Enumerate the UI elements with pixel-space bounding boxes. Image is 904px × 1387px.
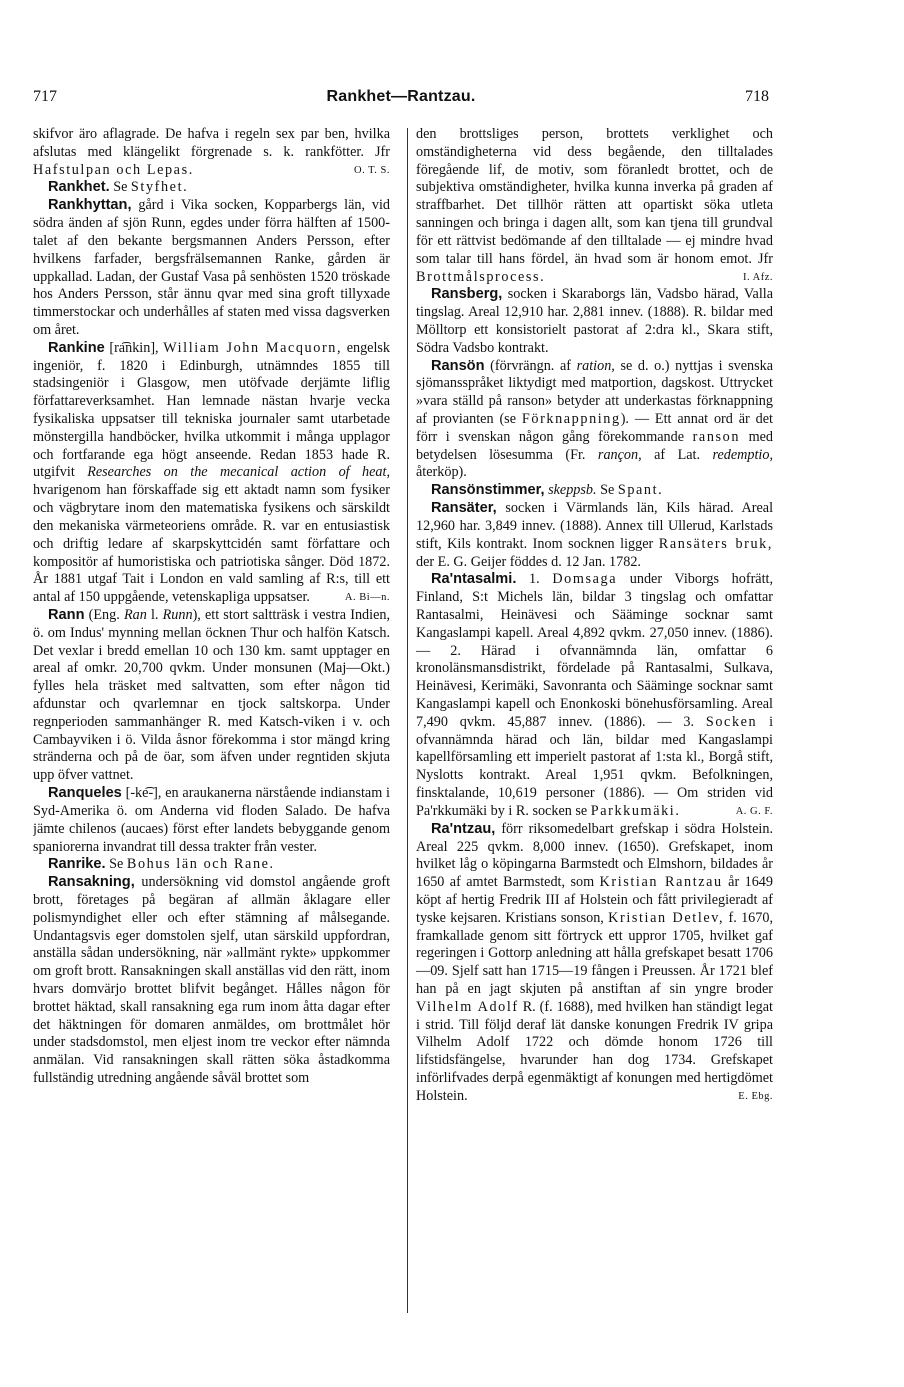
entry-ranson (416, 358, 773, 483)
entry-text: socken i Skaraborgs län, Vadsbo härad, Valla tingslag. Areal 12,910 har. 2,881 innev. (1888). R. bildar med Mölltorp ett konsistorielt pastorat af 2:dra kl., Skara stift, Södra Vadsbo kontrakt. (416, 286, 773, 356)
entry-rantzau (416, 821, 773, 1106)
italic-term: skeppsb. (548, 482, 597, 499)
person-name: Kristian Rantzau (599, 874, 723, 891)
entry-ransberg (416, 286, 773, 357)
entry-text: år 1649 köpt af hertig Fredrik III af Holstein och fått privilegieradt af tyske kejsaren. Kristians sonson, (416, 874, 773, 926)
entry-rankhyttan (33, 197, 390, 340)
entry-text: (förvrängn. af (490, 357, 571, 374)
cross-reference: Ransäters bruk, (658, 535, 773, 552)
cross-reference: Spant. (617, 482, 664, 499)
entry-rankine (33, 340, 390, 607)
entry-text: Se (109, 856, 124, 873)
page-header (33, 88, 769, 114)
entry-ranrike (33, 856, 390, 874)
person-name: William John Macquorn, (163, 339, 343, 356)
entry-text: med betydelsen lösesumma (Fr. (416, 428, 773, 463)
cross-reference: Hafstulpan och Lepas. (33, 161, 194, 178)
cross-reference: Styfhet. (130, 179, 189, 196)
headword: Ransakning, (48, 874, 135, 891)
entry-text: socken i Värmlands län, Kils härad. Areal 12,960 har. 3,849 innev. (1888). Annex till Ullerud, Karlstads stift, Kils kontrakt. Inom socknen ligger (416, 500, 773, 552)
entry-text: undersökning vid domstol angående groft brott, företages på begäran af allmän åklagare eller polismyndighet eller och efter stämning af målsegande. Undantagsvis eger domstolen sjelf, utan särskild uppfordran, anställa sådan undersökning, när »allmänt rykte» uppkommer om groft brott. Ransakningen skall anställas vid den rätt, inom hvars domvärjo brottet blifvit begånget. Hålles någon för brottet häktad, skall ransakning ega rum inom åtta dagar efter det häktningen för domaren anmäldes, om brottmålet hör under stadsdomstol, men eljest inom tre veckor efter nämnda anmälan. Vid ransakningen skall rätten söka åstadkomma fullständig utredning angående såväl brottet som (33, 874, 390, 1087)
entry-text: hvarigenom han förskaffade sig ett aktadt namn som fysiker och vägbrytare inom den matematiska fysikens och särskildt den mekaniska värmeteoriens område. R. var en entusiastisk och driftig ledare af skarpskyttcidén samt författare och kompositör af humoristiska och patriotiska sånger. Död 1872. År 1881 utgaf Tait i London en vald samling af R:s, till ett antal af 150 uppgående, vetenskapliga uppsatser. (33, 482, 390, 606)
cross-reference: Förknappning (521, 411, 621, 427)
right-column (416, 126, 773, 1316)
headword: Rankhyttan, (48, 197, 132, 214)
headword: Ransön (431, 357, 485, 374)
entry-text: 1. (529, 571, 540, 588)
italic-term: Ran (123, 606, 147, 623)
cross-reference: ranson (692, 428, 741, 445)
entry-ransakning (33, 874, 390, 1088)
italic-term: ration, (576, 357, 615, 374)
entry-rann (33, 607, 390, 785)
headword: Ransberg, (431, 286, 503, 303)
entry-text: se d. o.) nyttjas i svenska sjömansspråket liktydigt med matportion, dagskost. Uttrycket »vara ställd på ranson» betyder att underkastas förknappning af provianten (se (416, 357, 773, 427)
entry-text: gård i Vika socken, Kopparbergs län, vid södra änden af sjön Runn, egdes under förra hälften af 1500-talet af den bekante bergsmannen Anders Persson, efter hvilkens farfader, bergsfrälsemannen Ranke, gården är uppkallad. Ladan, der Gustaf Vasa på senhösten 1520 tröskade hos Anders Persson, står ännu qvar med sina groft tillyxade timmerstockar och underhålles af staten med vissa dagsverken om året. (33, 197, 390, 338)
person-name: Kristian Detlev, (608, 909, 725, 926)
headword: Ransönstimmer, (431, 482, 545, 499)
entry-text: under Viborgs hofrätt, Finland, S:t Michels län, bildar 3 tingslag och omfattar Rantasalmi, Heinävesi och Sääminge socknar samt Kangaslampi kapell. Areal 4,892 qvkm. 27,050 innev. (1886). — 2. Härad i ofvannämnda län, omfattar 6 kronolänsmansdistrikt, fördelade på Rantasalmi, Sulkava, Heinävesi, Kerimäki, Savonranta och Sääminge socknar samt Kangaslampi kapell och Enonkoski bönehusförsamling. Areal 7,490 qvkm. 45,887 innev. (1886). — 3. (416, 571, 773, 730)
left-column (33, 126, 390, 1316)
headword: Ransäter, (431, 500, 497, 517)
headword: Rann (48, 606, 85, 623)
italic-term: rançon, (597, 446, 642, 463)
entry-ranqueles (33, 785, 390, 856)
entry-text: den brottsliges person, brottets verklighet och omständigheterna vid dess begående, den tilltalades föregående lif, de motiv, som föranledt brottet, och de subjektiva omständigheter, hvilka kunna inverka på graden af straffbarhet. Det tillhör rätten att opartiskt söka utleta sanningen och bringa i dagen allt, som kan tjena till grundval för ett rättvist bedömande af den tilltalade — ej mindre hvad som talar till hans fördel, än hvad som är honom emot. Jfr (416, 126, 773, 267)
author-signature: O. T. S. (354, 164, 390, 176)
entry-text: återköp). (416, 464, 467, 481)
author-signature: E. Ebg. (738, 1090, 773, 1102)
entry-text: [-ke͡-], en araukanerna närstående indianstam i Syd-Amerika ö. om Anderna vid floden Salado. De hafva jämte chilenos (aucaes) först efter landets bebyggande genom spaniorerna invandrat till dessa trakter från vester. (33, 785, 390, 855)
headword: Ranqueles (48, 785, 122, 802)
entry-text: skifvor äro aflagrade. De hafva i regeln sex par ben, hvilka afslutas med klängelikt förgrenade s. k. rankfötter. Jfr (33, 126, 390, 160)
entry-text: Se (600, 482, 615, 499)
author-signature: A. Bi—n. (344, 592, 390, 604)
author-signature: A. G. F. (735, 805, 773, 817)
pronunciation: [ra͡nkin], (109, 339, 159, 356)
entry-text: l. (150, 606, 159, 623)
entry-text: Se (113, 179, 128, 196)
running-title: Rankhet—Rantzau. (326, 88, 476, 105)
entry-text: der E. G. Geijer föddes d. 12 Jan. 1782. (416, 553, 641, 570)
cross-reference: Bohus län och Rane. (126, 856, 275, 873)
entry-text: R. (f. 1688), med hvilken han ständigt legat i strid. Till följd deraf lät danske konungen Fredrik IV gripa Vilhelm Adolf 1722 och dömde honom 1726 till lifstidsfängelse, hvarunder han dog 1734. Grefskapet införlifvades derpå egenmäktigt af konungen med hertigdömet Holstein. (416, 998, 773, 1104)
cross-reference: Socken (705, 713, 758, 730)
page-number-left: 717 (33, 88, 57, 105)
entry-ransonstimmer (416, 482, 773, 500)
entry-text: i ofvannämnda härad och län, bildar med Kangaslampi kapellförsamling ett imperielt pastorat af 1:sta kl., Borgå stift, Nyslotts kontrakt. Areal 1,951 qvkm. Befolkningen, finsktalande, 10,619 personer (1886). — Om striden vid Pa'rkkumäki by i R. socken se (416, 713, 773, 819)
entry-ransakning-continuation (416, 126, 773, 286)
author-signature: I. Afz. (742, 271, 773, 283)
entry-text: (Eng. (88, 606, 120, 623)
column-divider (407, 128, 408, 1313)
entry-rankhet (33, 179, 390, 197)
cross-reference: Domsaga (552, 571, 618, 588)
cross-reference: Parkkumäki. (590, 802, 681, 819)
page-number-right: 718 (745, 88, 769, 105)
entry-ransater (416, 500, 773, 571)
italic-term: Runn (162, 606, 193, 623)
entry-rantasalmi (416, 571, 773, 820)
headword: Ra'ntzau, (431, 820, 496, 837)
entry-text: ), ett stort saltträsk i vestra Indien, ö. om Indus' mynning mellan öcknen Thur och halfön Katsch. Det vexlar i bredd emellan 10 och 130 km. samt upptager en areal af omkr. 20,700 qvkm. Under monsunen (Maj—Okt.) fylles hela träsket med saltvatten, som efter någon tid afdunstar och qvarlemnar en tjock saltskorpa. Under regnperioden sammanhänger R. med Katsch-viken i v. och Cambayviken i ö. Vilda åsnor förekomma i stor mängd kring stränderna och på de öar, som äfven under regntiden skjuta upp öfver vattnet. (33, 606, 390, 784)
headword: Ranrike. (48, 856, 106, 873)
headword: Ra'ntasalmi. (431, 571, 517, 588)
headword: Rankhet. (48, 179, 110, 196)
entry-text: förr riksomedelbart grefskap i södra Holstein. Areal 225 qvkm. 8,000 innev. (1650). Grefskapet, inom hvilket låg o köpingarna Barmstedt och Elmshorn, bildades år 1650 af amtet Barmstedt, som (416, 820, 773, 891)
cross-reference: Brottmålsprocess. (416, 268, 546, 285)
headword: Rankine (48, 339, 105, 356)
entry-lepas-continuation (33, 126, 390, 179)
work-title: Researches on the mecanical action of heat, (87, 464, 390, 481)
italic-term: redemptio, (712, 446, 773, 463)
entry-text: f. 1670, framkallade genom sitt förtryck ett uppror 1705, hvilket gaf regeringen i Gottorp anledning att hålla grefskapet besatt 1706—09. Sjelf satt han 1715—19 fången i Preussen. År 1721 blef han på en jagt skjuten på anstiftan af sin yngre broder (416, 909, 773, 997)
entry-text: ). — Ett annat ord är det förr i svenskan någon gång förekommande (416, 411, 773, 445)
entry-text: af Lat. (654, 446, 701, 463)
entry-text: engelsk ingeniör, f. 1820 i Edinburgh, utnämndes 1855 till stadsingeniör i Glasgow, men utöfvade derjämte liflig författareverksamhet. Han lemnade nästan hvarje vecka fysikaliska uppsatser till tekniska journaler samt utarbetade mönstergilla handböcker, hvilka utkommit i många upplagor och fortfarande ega högt anseende. Redan 1853 hade R. utgifvit (33, 339, 390, 481)
person-name: Vilhelm Adolf (416, 998, 519, 1015)
